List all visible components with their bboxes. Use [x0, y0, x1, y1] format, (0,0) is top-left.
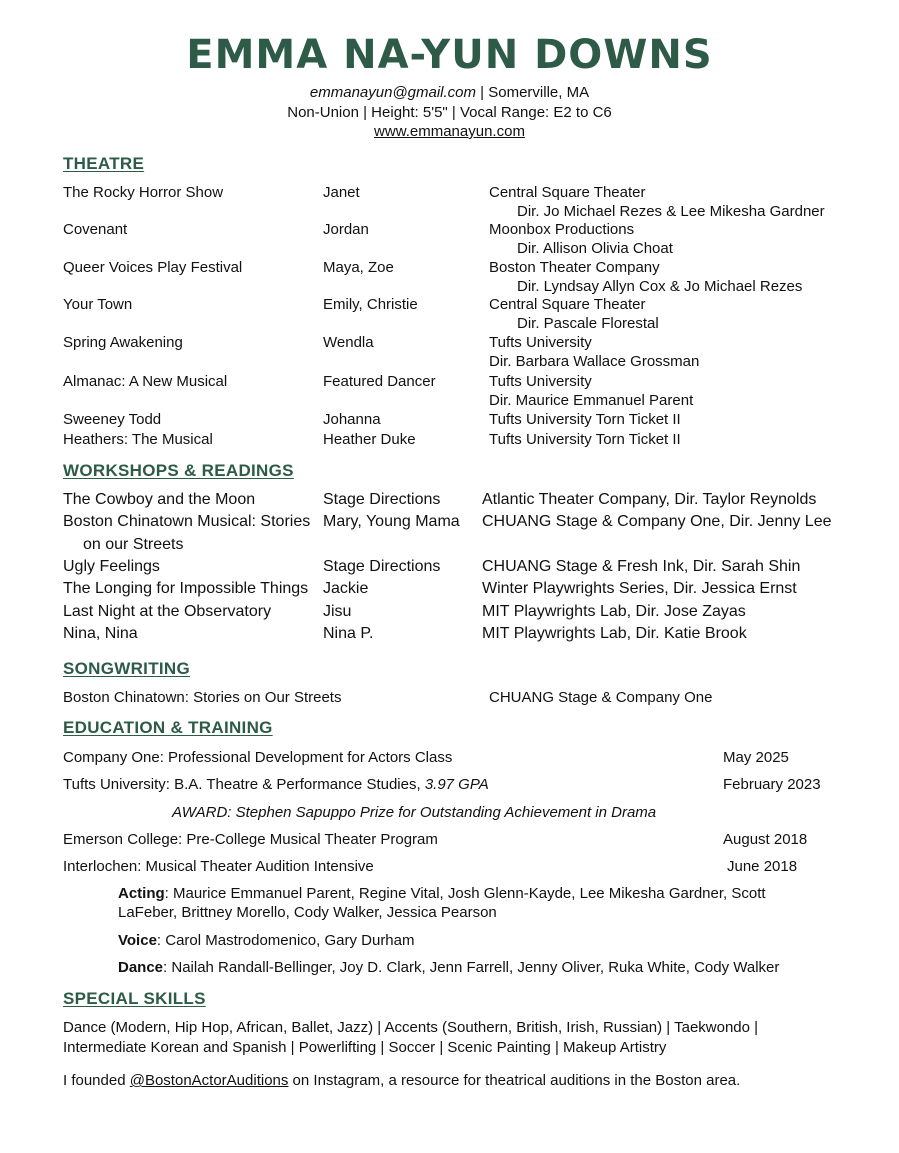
founded-post: on Instagram, a resource for theatrical auditions in the Boston area. — [288, 1072, 741, 1089]
show-title: Heathers: The Musical — [63, 431, 213, 448]
company: MIT Playwrights Lab, Dir. Jose Zayas — [482, 603, 746, 620]
role: Jisu — [323, 603, 352, 620]
resume-name: EMMA NA-YUN DOWNS — [186, 32, 713, 78]
show-title: Last Night at the Observatory — [63, 603, 272, 620]
company: Moonbox Productions — [489, 221, 635, 238]
role: Featured Dancer — [323, 373, 436, 390]
show-title: The Longing for Impossible Things — [63, 580, 309, 597]
show-title: The Rocky Horror Show — [63, 184, 224, 201]
role: Stage Directions — [323, 558, 441, 575]
gpa: 3.97 GPA — [424, 776, 489, 793]
role: Maya, Zoe — [323, 259, 394, 276]
show-title: Sweeney Todd — [63, 411, 162, 428]
award: AWARD: Stephen Sapuppo Prize for Outstanding Achievement in Drama — [172, 804, 657, 821]
voice-label: Voice — [118, 932, 157, 949]
show-title: Almanac: A New Musical — [63, 373, 228, 390]
role: Johanna — [323, 411, 381, 428]
role: Jordan — [323, 221, 369, 238]
director: Dir. Pascale Florestal — [517, 315, 659, 332]
show-title: The Cowboy and the Moon — [63, 491, 256, 508]
date: February 2023 — [723, 776, 821, 793]
stats-line: Non-Union | Height: 5'5" | Vocal Range: E2 to C6 — [287, 104, 612, 121]
date: August 2018 — [723, 831, 808, 848]
instagram-link[interactable]: @BostonActorAuditions — [129, 1072, 289, 1089]
company: Central Square Theater — [489, 184, 646, 201]
song-title: Boston Chinatown: Stories on Our Streets — [63, 689, 342, 706]
director: Dir. Maurice Emmanuel Parent — [489, 392, 694, 409]
role: Nina P. — [323, 625, 374, 642]
role: Emily, Christie — [323, 296, 418, 313]
show-title: Nina, Nina — [63, 625, 138, 642]
contact-line — [0, 83, 899, 102]
dance-teachers: : Nailah Randall-Bellinger, Joy D. Clark, Jenn Farrell, Jenny Oliver, Ruka White, Cody Walker — [163, 959, 780, 976]
company: Tufts University — [489, 334, 592, 351]
company: Boston Theater Company — [489, 259, 660, 276]
show-title: Boston Chinatown Musical: Stories — [63, 513, 311, 530]
date: June 2018 — [727, 858, 798, 875]
website-line — [0, 122, 899, 141]
company: Atlantic Theater Company, Dir. Taylor Reynolds — [482, 491, 817, 508]
dance-label: Dance — [118, 959, 164, 976]
company: Winter Playwrights Series, Dir. Jessica Ernst — [482, 580, 797, 597]
show-title: Covenant — [63, 221, 128, 238]
founded-line — [63, 1071, 740, 1090]
program: Interlochen: Musical Theater Audition Intensive — [63, 858, 374, 875]
section-theatre: THEATRE — [63, 154, 145, 173]
show-title: Ugly Feelings — [63, 558, 160, 575]
website-link[interactable]: www.emmanayun.com — [374, 123, 525, 140]
role: Wendla — [323, 334, 374, 351]
show-title-continued: on our Streets — [83, 536, 184, 553]
director: Dir. Jo Michael Rezes & Lee Mikesha Gardner — [517, 203, 825, 220]
voice-teachers: : Carol Mastrodomenico, Gary Durham — [156, 932, 415, 949]
role: Stage Directions — [323, 491, 441, 508]
company: Central Square Theater — [489, 296, 646, 313]
company: Tufts University Torn Ticket II — [489, 431, 681, 448]
role: Jackie — [323, 580, 369, 597]
show-title: Your Town — [63, 296, 133, 313]
role: Mary, Young Mama — [323, 513, 460, 530]
section-skills: SPECIAL SKILLS — [63, 989, 206, 1008]
skills-line-1: Dance (Modern, Hip Hop, African, Ballet, Jazz) | Accents (Southern, British, Irish, Russian) | Taekwondo | — [63, 1019, 759, 1036]
role: Janet — [323, 184, 360, 201]
acting-label: Acting — [118, 885, 165, 902]
skills-line-2: Intermediate Korean and Spanish | Powerlifting | Soccer | Scenic Painting | Makeup Artistry — [63, 1039, 667, 1056]
company: Tufts University Torn Ticket II — [489, 411, 681, 428]
company: MIT Playwrights Lab, Dir. Katie Brook — [482, 625, 747, 642]
company: Tufts University — [489, 373, 592, 390]
program: Company One: Professional Development for Actors Class — [63, 749, 453, 766]
section-songwriting: SONGWRITING — [63, 659, 191, 678]
founded-pre: I founded — [63, 1072, 130, 1089]
show-title: Spring Awakening — [63, 334, 183, 351]
director: Dir. Barbara Wallace Grossman — [489, 353, 700, 370]
program: Tufts University: B.A. Theatre & Performance Studies, — [63, 776, 425, 793]
company: CHUANG Stage & Company One, Dir. Jenny Lee — [482, 513, 832, 530]
email-link[interactable]: emmanayun@gmail.com — [309, 84, 477, 101]
date: May 2025 — [723, 749, 789, 766]
show-title: Queer Voices Play Festival — [63, 259, 243, 276]
director: Dir. Allison Olivia Choat — [517, 240, 673, 257]
acting-teachers: : Maurice Emmanuel Parent, Regine Vital, Josh Glenn-Kayde, Lee Mikesha Gardner, Scott LaFeber, Brittney Morello, Cody Walker, Jessica Pearson — [118, 885, 766, 921]
director: Dir. Lyndsay Allyn Cox & Jo Michael Rezes — [517, 278, 803, 295]
location: | Somerville, MA — [476, 84, 590, 101]
program: Emerson College: Pre-College Musical Theater Program — [63, 831, 438, 848]
section-education: EDUCATION & TRAINING — [63, 718, 273, 737]
section-workshops: WORKSHOPS & READINGS — [63, 461, 294, 480]
company: CHUANG Stage & Fresh Ink, Dir. Sarah Shin — [482, 558, 801, 575]
company: CHUANG Stage & Company One — [489, 689, 713, 706]
role: Heather Duke — [323, 431, 416, 448]
